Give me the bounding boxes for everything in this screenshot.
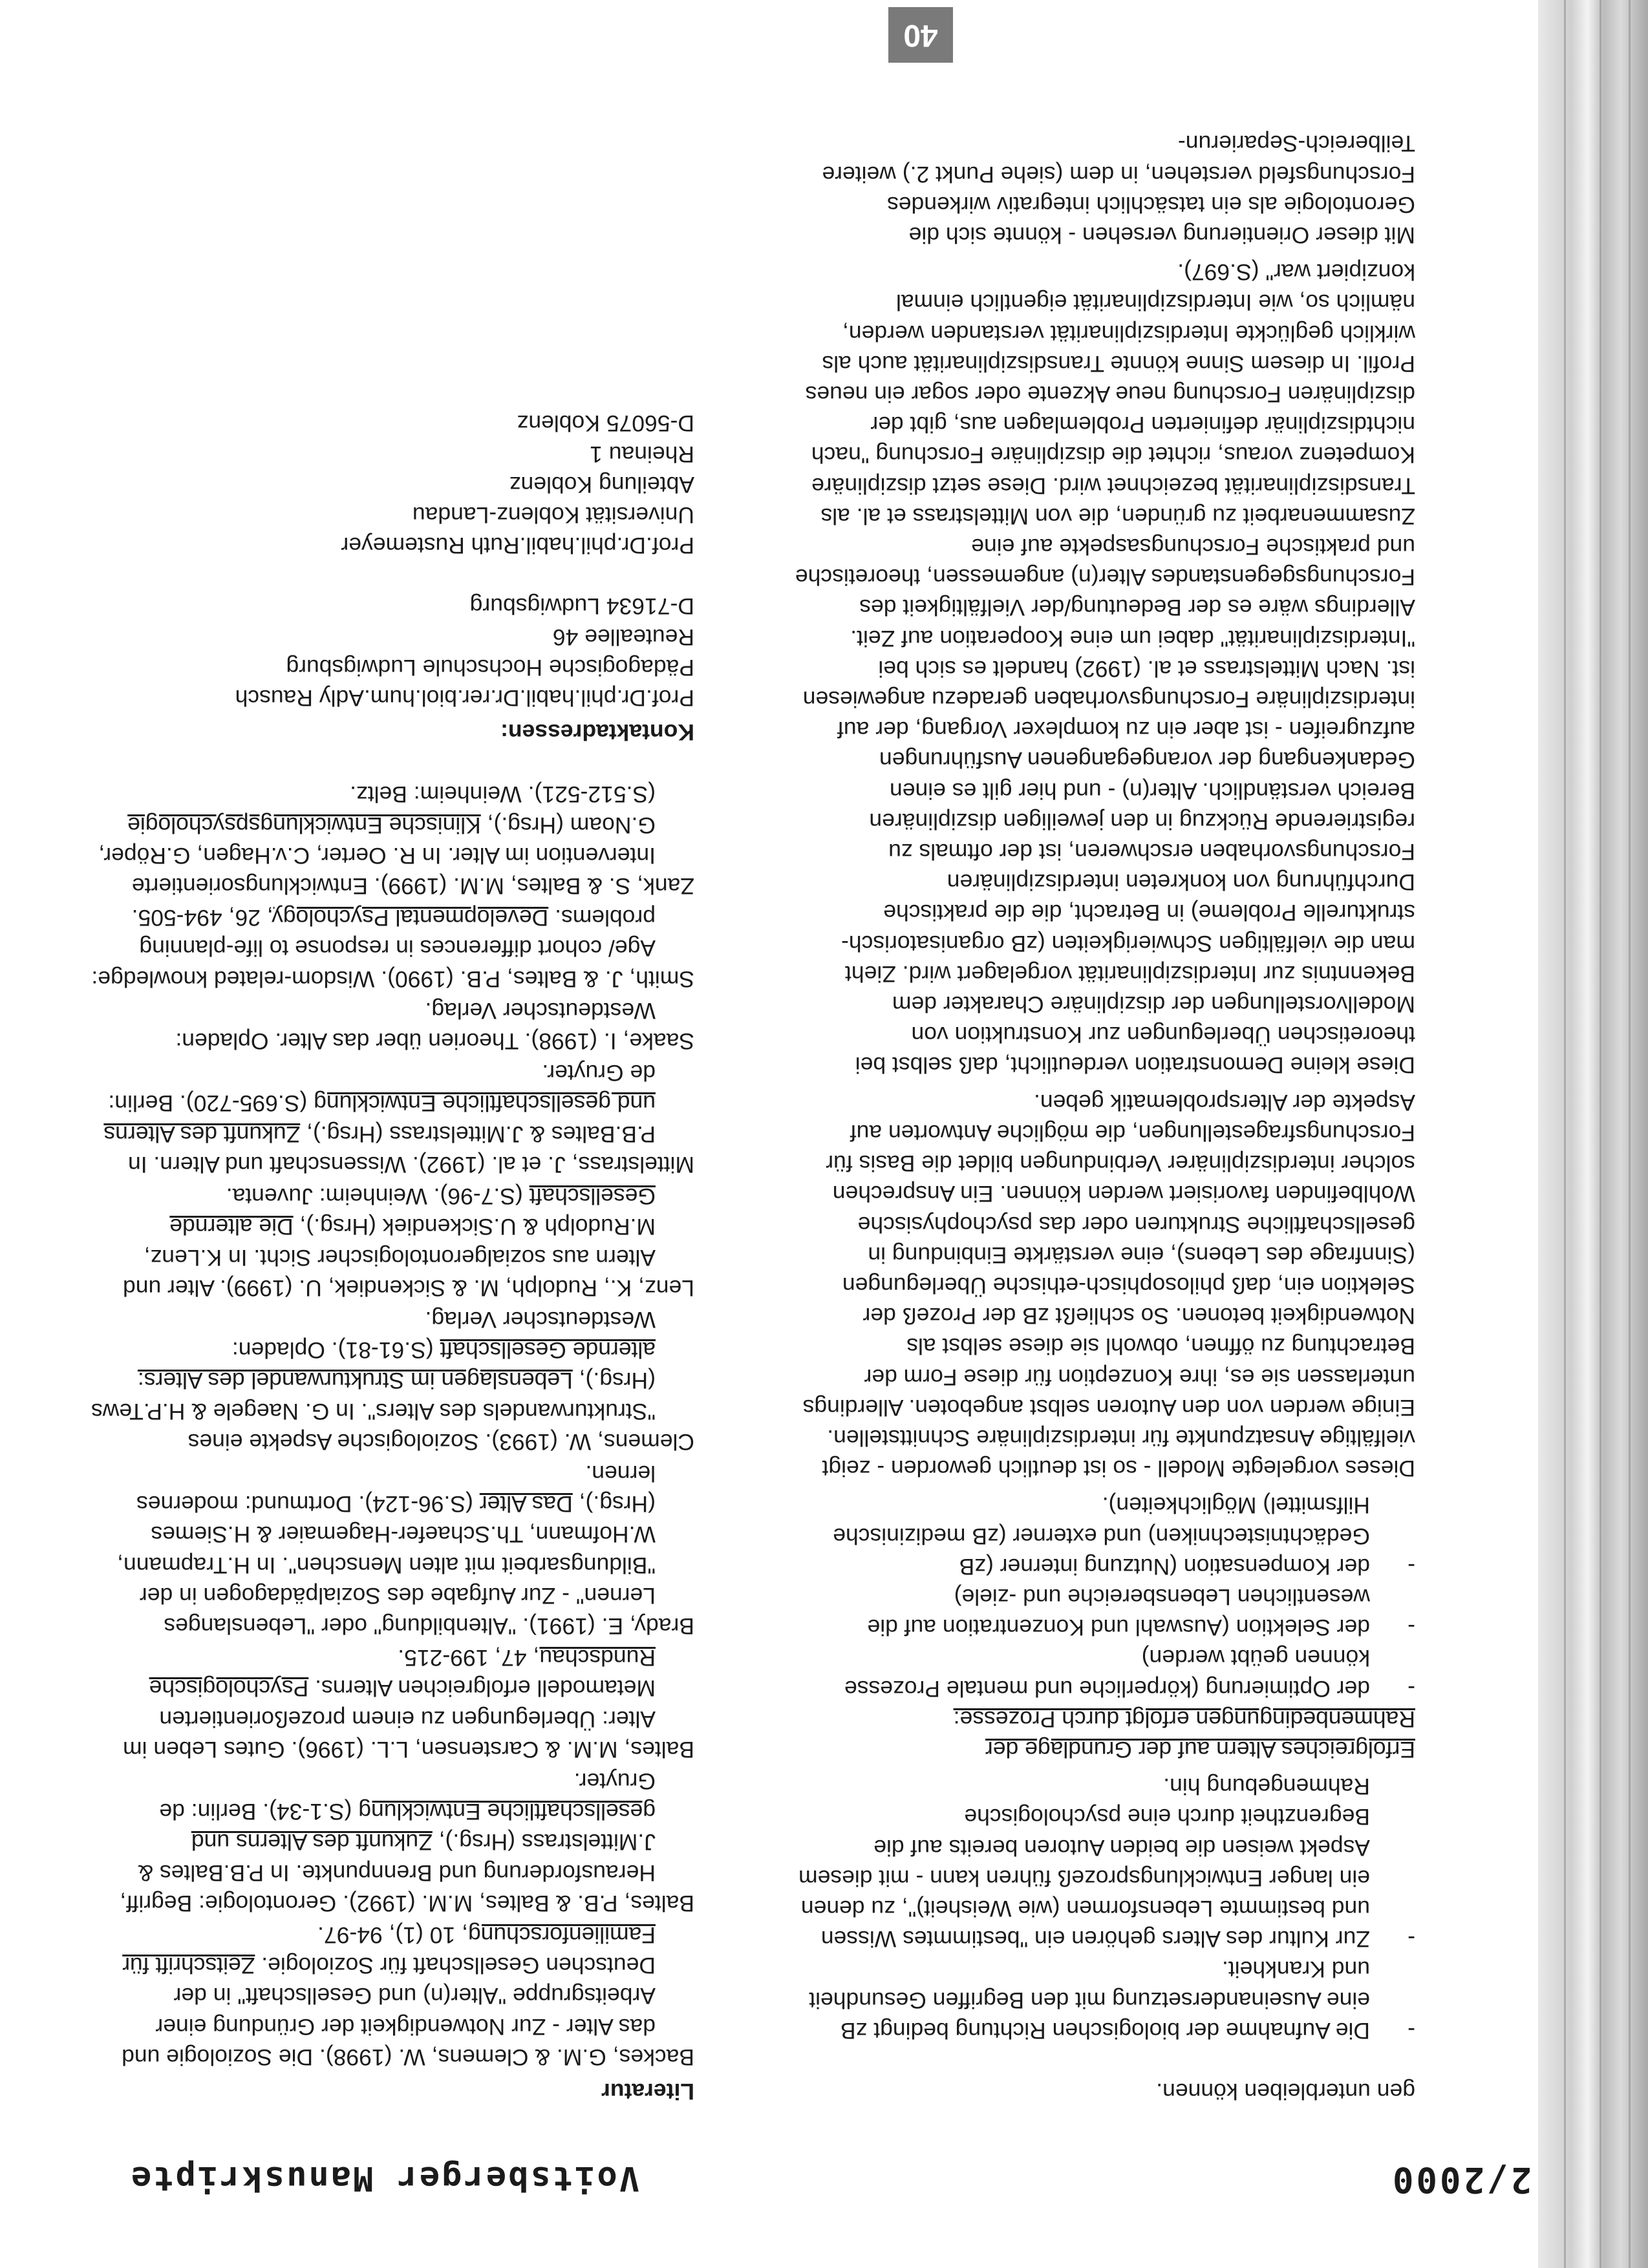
reference-text: Backes, G.M. & Clemens, W. (1998). Die Soziologie und das Alter - Zur Notwendigkeit der Gründung einer Arbeitsgruppe "Alter(n) und Gesellschaft" in der Deutschen Gesellschaft für Soziologie. xyxy=(122,1953,694,2070)
reference-entry xyxy=(87,1458,694,1641)
reference-entry xyxy=(87,779,694,901)
reference-text-tail: (S.512-521). Weinheim: Beltz. xyxy=(350,781,656,808)
reference-entry xyxy=(87,995,694,1056)
reference-text-tail: (S.96-124). Dortmund: modernes lernen. xyxy=(136,1460,656,1518)
reference-text: Zank, S. & Baltes, M.M. (1999). Entwicklungsorientierte Intervention im Alter. In R. Oerter, C.v.Hagen, G.Röper, G.Noam (Hrsg.), xyxy=(98,812,694,900)
reference-text-tail: (S.61-81). Opladen: Westdeutscher Verlag. xyxy=(231,1306,656,1364)
reference-text-tail: (S.695-720). Berlin: de Gruyter. xyxy=(108,1060,656,1117)
list-item-text: der Kompensation (Nutzung interner (zB Gedächtnistechniken) und externer (zB medizinische Hilfsmittel) Möglichkeiten). xyxy=(833,1492,1370,1580)
reference-text: Saake, I. (1998). Theorien über das Alter. Opladen: Westdeutscher Verlag. xyxy=(175,997,694,1055)
body-paragraph: Diese kleine Demonstration verdeutlicht, daß selbst bei theoretischen Überlegungen zur Konstruktion von Modellvorstellungen der disziplinäre Charakter dem Bekenntnis zur Interdisziplinarität vorgelagert wird. Zieht man die vielfältigen Schwierigkeiten (zB organisatorisch-strukturelle Probleme) in Betracht, die die praktische Durchführung von konkreten interdisziplinären Forschungsvorhaben erschweren, ist der oftmals zu registrierende Rückzug in den jeweiligen disziplinären Bereich verständlich. Alter(n) - und hier gilt es einen Gedankengang der vorangegangenen Ausführungen aufzugreifen - ist aber ein zu komplexer Vorgang, der auf interdisziplinäre Forschungsvorhaben geradezu angewiesen ist. Nach Mittelstrass et al. (1992) handelt es sich bei "Interdisziplinarität" dabei um eine Kooperation auf Zeit. Allerdings wäre es der Bedeutung/der Vielfältigkeit des Forschungsgegenstandes Alter(n) angemessen, theoretische und praktische Forschungsaspekte auf eine Zusammenarbeit zu gründen, die von Mittelstrass et al. als Transdisziplinarität bezeichnet wird. Diese setzt disziplinäre Kompetenz voraus, richtet die disziplinäre Forschung "nach nichtdisziplinär definierten Problemlagen aus, gibt der disziplinären Forschung neue Akzente oder sogar ein neues Profil. In diesem Sinne könnte Transdisziplinarität auch als wirklich geglückte Interdisziplinarität verstanden werden, nämlich so, wie Interdisziplinarität eigentlich einmal konzipiert war" (S.697). xyxy=(795,259,1415,1079)
reference-source-title: Zukunft des Alterns und gesellschaftliche Entwicklung xyxy=(191,1799,656,1856)
reference-text: Mittelstrass, J. et al. (1992). Wissenschaft und Altern. In P.B.Baltes & J.Mittelstrass (Hrsg.), xyxy=(127,1121,694,1178)
continuation-text: gen unterbleiben können. xyxy=(1156,2079,1415,2104)
reference-text-tail: (S.1-34). Berlin: de Gruyter. xyxy=(159,1768,656,1825)
contact-heading: Kontaktadressen: xyxy=(500,719,694,746)
list-item-text: der Selektion (Auswahl und Konzentration auf die wesentlichen Lebensbereiche und -ziele) xyxy=(867,1584,1370,1641)
reference-text-tail: , 47, 199-215. xyxy=(398,1645,540,1671)
list-item: - der Optimierung (körperliche und mentale Prozesse können geübt werden) xyxy=(844,1645,1415,1702)
list-item: - Die Aufnahme der biologischen Richtung bedingt zB eine Auseinandersetzung mit den Begriffen Gesundheit und Krankheit. xyxy=(809,1956,1415,2044)
reference-entry xyxy=(87,1920,694,2072)
running-header xyxy=(129,2142,1532,2200)
reference-entry xyxy=(87,1304,694,1457)
list-item-text: Zur Kultur des Alters gehören ein "bestimmtes Wissen und bestimmte Lebensformen (wie Weisheit)", zu denen ein langer Entwicklungsprozeß führen kann - mit diesem Aspekt weisen die beiden Autoren bereits auf die Begrenztheit durch eine psychologische Rahmengebung hin. xyxy=(798,1774,1370,1953)
reference-text-tail: (S.7-96). Weinheim: Juventa. xyxy=(226,1183,530,1210)
reference-source-title: Lebenslagen im Strukturwandel des Alters: alternde Gesellschaft xyxy=(137,1337,656,1394)
right-column xyxy=(87,408,694,2106)
reference-entry xyxy=(87,1642,694,1765)
reference-source-title: Die alternde Gesellschaft xyxy=(169,1183,656,1240)
reference-source-title: Klinische Entwicklungspsychologie xyxy=(127,812,481,838)
reference-source-title: Das Alter xyxy=(479,1491,573,1518)
success-intro: Erfolgreiches Altern auf der Grundlage der Rahmenbedingungen erfolgt durch Prozesse: xyxy=(953,1706,1415,1763)
list-item: - der Selektion (Auswahl und Konzentration auf die wesentlichen Lebensbereiche und -ziele) xyxy=(867,1584,1415,1641)
list-item: - Zur Kultur des Alters gehören ein "bestimmtes Wissen und bestimmte Lebensformen (wie Weisheit)", zu denen ein langer Entwicklungsprozeß führen kann - mit diesem Aspekt weisen die beiden Autoren bereits auf die Begrenztheit durch eine psychologische Rahmengebung hin. xyxy=(798,1774,1415,1953)
reference-text: Smith, J. & Baltes, P.B. (1990). Wisdom-related knowledge: Age/ cohort differences in response to life-planning problems. xyxy=(91,905,694,992)
list-item-text: Die Aufnahme der biologischen Richtung bedingt zB eine Auseinandersetzung mit den Begriffen Gesundheit und Krankheit. xyxy=(809,1956,1370,2044)
list-item-text: der Optimierung (körperliche und mentale Prozesse können geübt werden) xyxy=(844,1645,1370,1702)
reference-source-title: Zukunft des Alterns und gesellschaftliche Entwicklung xyxy=(103,1090,656,1147)
issue-number: 2/2000 xyxy=(1389,2159,1532,2200)
reference-text-tail: , 10 (1), 94-97. xyxy=(317,1922,468,1948)
reference-text: Baltes, P.B. & Baltes, M.M. (1992). Gerontologie: Begriff, Herausforderung und Brennpunkte. In P.B.Baltes & J.Mittelstrass (Hrsg.), xyxy=(120,1829,694,1916)
literature-heading: Literatur xyxy=(601,2079,694,2104)
reference-source-title: Psychologische Rundschau xyxy=(149,1645,656,1702)
series-title: Voitsberger Manuskripte xyxy=(129,2159,640,2198)
left-column xyxy=(795,128,1415,2106)
reference-list xyxy=(87,779,694,2072)
body-paragraph: Mit dieser Orientierung versehen - könnte sich die Gerontologie als ein tatsächlich integrativ wirkendes Forschungsfeld verstehen, in dem (siehe Punkt 2.) weitere Teilbereich-Separierun- xyxy=(822,131,1415,249)
reference-text: Clemens, W. (1993). Soziologische Aspekte eines "Strukturwandels des Alters". In G. Naegele & H.P.Tews (Hrsg.), xyxy=(91,1368,694,1455)
contact-address: Prof.Dr.phil.habil.Dr.rer.biol.hum.Adly Rausch Pädagogische Hochschule Ludwigsburg Reuteallee 46 D-71634 Ludwigsburg xyxy=(235,593,694,712)
reference-text: Baltes, M.M. & Carstensen, L.L. (1996). Gutes Leben im Alter: Überlegungen zu einem prozeßorientierten Metamodell erfolgreichen Alterns. xyxy=(123,1675,694,1763)
reference-text: Lenz, K., Rudolph, M. & Sickendiek, U. (1999). Alter und Altern aus sozialgerontologischer Sicht. In K.Lenz, M.Rudolph & U.Sickendiek (Hrsg.), xyxy=(122,1214,694,1301)
reference-entry xyxy=(87,1766,694,1918)
reference-text: Brady, E. (1991). "Altenbildung" oder "Lebenslanges Lernen" - Zur Aufgabe des Sozialpädagogen in der "Bildungsarbeit mit alten Menschen". In H.Trapmann, W.Hofmann, Th.Schaefer-Hagemaier & H.Siemes (Hrsg.), xyxy=(117,1491,694,1639)
reference-entry xyxy=(87,902,694,994)
page-number: 40 xyxy=(888,7,953,63)
reference-entry xyxy=(87,1181,694,1303)
list-item: - der Kompensation (Nutzung interner (zB Gedächtnistechniken) und externer (zB medizinische Hilfsmittel) Möglichkeiten). xyxy=(833,1492,1415,1580)
body-paragraph: Dieses vorgelegte Modell - so ist deutlich geworden - zeigt vielfältige Ansatzpunkte für interdisziplinäre Schnittstellen. Einige werden von den Autoren selbst angeboten. Allerdings unterlassen sie es, ihre Konzeption für diese Form der Betrachtung zu öffnen, obwohl sie diese selbst als Notwendigkeit betonen. So schließt zB der Prozeß der Selektion ein, daß philosophisch-ethische Überlegungen (Sinnfrage des Lebens), eine verstärkte Einbindung in gesellschaftliche Strukturen oder das psychophysische Wohlbefinden favorisiert werden können. Ein Ansprechen solcher interdisziplinärer Verbindungen bildet die Basis für Forschungsfragestellungen, die mögliche Antworten auf Aspekte der Altersproblematik geben. xyxy=(802,1089,1415,1482)
reference-source-title: Zeitschrift für Familienforschung xyxy=(122,1922,656,1979)
reference-source-title: Developmental Psychology xyxy=(273,905,549,931)
reference-entry xyxy=(87,1057,694,1180)
contact-address: Prof.Dr.phil.habil.Ruth Rustemeyer Universität Koblenz-Landau Abteilung Koblenz Rheinau 1 D-56075 Koblenz xyxy=(341,410,694,559)
reference-text-tail: , 26, 494-505. xyxy=(131,905,273,931)
